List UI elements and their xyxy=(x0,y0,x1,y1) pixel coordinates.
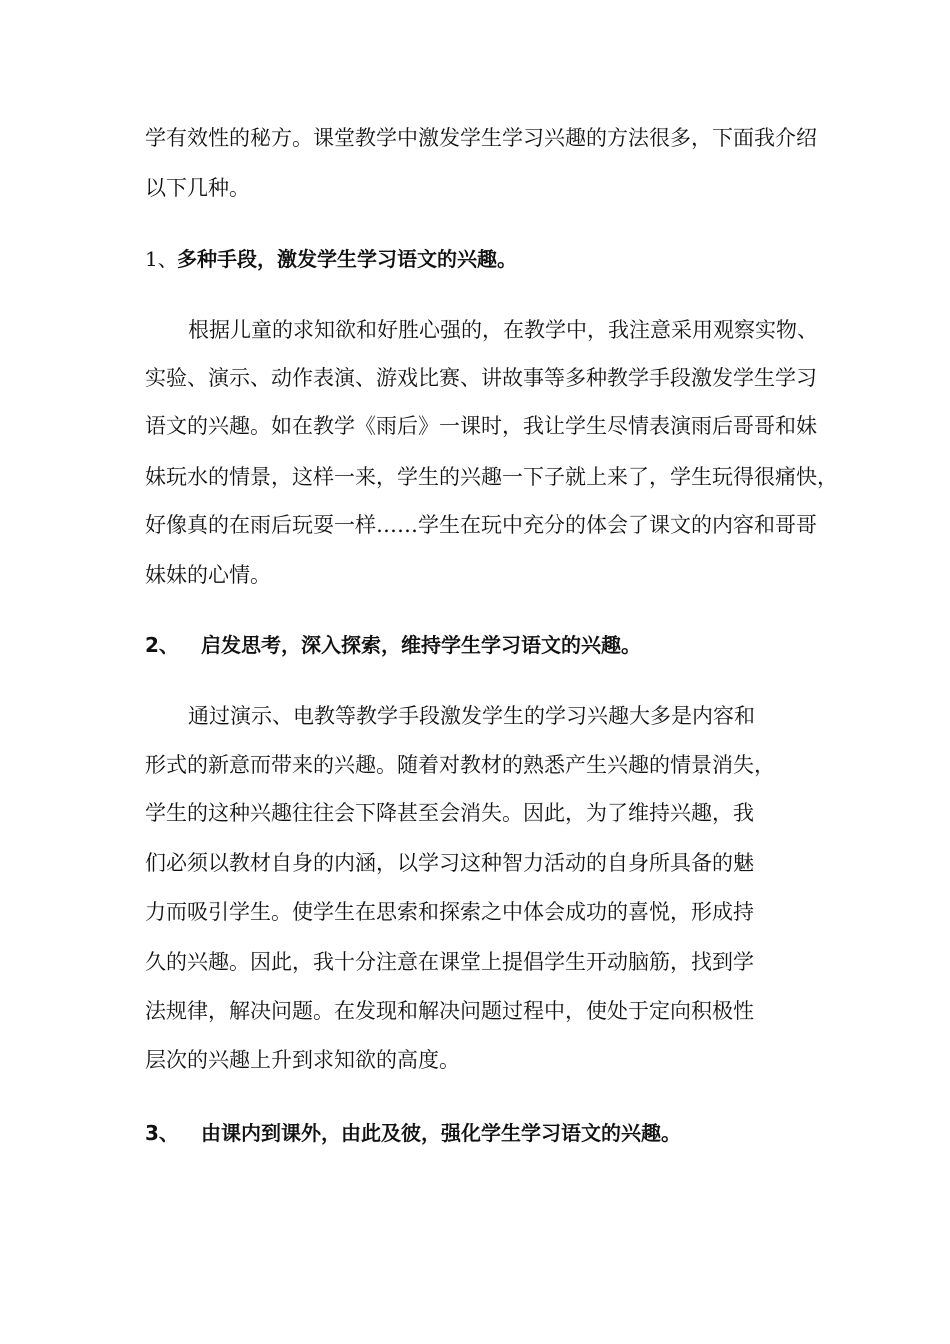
section-2-line-5: 力而吸引学生。使学生在思索和探索之中体会成功的喜悦，形成持 xyxy=(145,900,754,924)
section-1-title: 多种手段，激发学生学习语文的兴趣。 xyxy=(177,247,517,271)
section-2-line-1: 通过演示、电教等教学手段激发学生的学习兴趣大多是内容和 xyxy=(188,704,755,728)
section-2-heading xyxy=(145,631,641,659)
section-2-title: 启发思考，深入探索，维持学生学习语文的兴趣。 xyxy=(201,633,641,657)
section-1-line-2: 实验、演示、动作表演、游戏比赛、讲故事等多种教学手段激发学生学习 xyxy=(145,366,817,390)
section-3-number: 3、 xyxy=(145,1121,179,1145)
section-1-number: 1、 xyxy=(145,247,178,271)
section-1-line-6: 妹妹的心情。 xyxy=(145,563,271,587)
section-1-line-5: 好像真的在雨后玩耍一样……学生在玩中充分的体会了课文的内容和哥哥 xyxy=(145,513,817,537)
intro-line-2: 以下几种。 xyxy=(145,176,250,200)
section-2-line-7: 法规律，解决问题。在发现和解决问题过程中，使处于定向积极性 xyxy=(145,999,754,1023)
section-2-line-4: 们必须以教材自身的内涵，以学习这种智力活动的自身所具备的魅 xyxy=(145,851,754,875)
section-1-line-3: 语文的兴趣。如在教学《雨后》一课时，我让学生尽情表演雨后哥哥和妹 xyxy=(145,414,817,438)
section-3-title: 由课内到课外，由此及彼，强化学生学习语文的兴趣。 xyxy=(201,1121,681,1145)
section-2-line-6: 久的兴趣。因此，我十分注意在课堂上提倡学生开动脑筋，找到学 xyxy=(145,950,754,974)
section-3-heading xyxy=(145,1119,681,1147)
section-1-heading xyxy=(145,245,517,273)
intro-line-1: 学有效性的秘方。课堂教学中激发学生学习兴趣的方法很多，下面我介绍 xyxy=(145,126,817,150)
section-1-line-1: 根据儿童的求知欲和好胜心强的，在教学中，我注意采用观察实物、 xyxy=(188,318,818,342)
section-2-line-2: 形式的新意而带来的兴趣。随着对教材的熟悉产生兴趣的情景消失， xyxy=(145,753,775,777)
section-2-number: 2、 xyxy=(145,633,179,657)
section-1-line-4: 妹玩水的情景，这样一来，学生的兴趣一下子就上来了，学生玩得很痛快， xyxy=(145,465,838,489)
section-2-line-8: 层次的兴趣上升到求知欲的高度。 xyxy=(145,1048,460,1072)
section-2-line-3: 学生的这种兴趣往往会下降甚至会消失。因此，为了维持兴趣，我 xyxy=(145,801,754,825)
